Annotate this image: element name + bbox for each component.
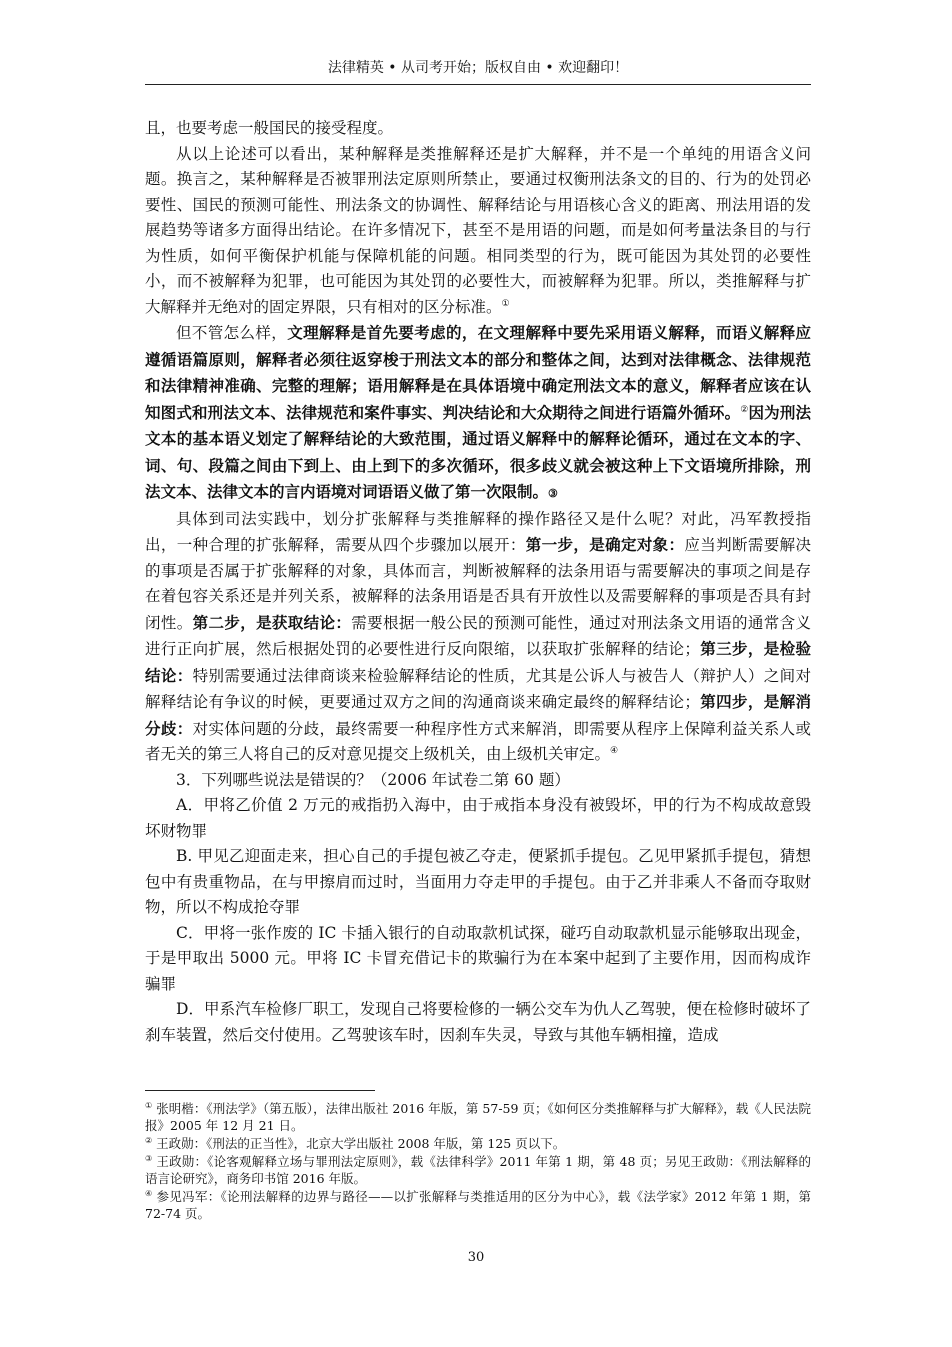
- footnote-ref[interactable]: ②: [740, 404, 749, 415]
- bold-text: 因为刑法文本的基本语义划定了解释结论的大致范围，通过语义解释中的解释论循环，通过在文本的字、词、句、段篇之间由下到上、由上到下的多次循环，很多歧义就会被这种上下文语境所排除，刑法文本、法律文本的言内语境对词语语义做了第一次限制。: [145, 402, 811, 501]
- paragraph: [145, 507, 811, 768]
- footnote-ref[interactable]: ③: [548, 487, 558, 500]
- footnote-mark: ③: [145, 1153, 153, 1163]
- footnote-text: 王政勋：《刑法的正当性》，北京大学出版社 2008 年版，第 125 页以下。: [156, 1136, 566, 1151]
- paragraph-text: 应当判断需要解决的事项是否属于扩张解释的对象，具体而言，判断被解释的法条用语与需要解决的事项之间是存在着包容关系还是并列关系，被解释的法条用语是否具有开放性以及需要解释的事项是否具有封闭性。: [145, 536, 811, 632]
- footnote-ref[interactable]: ④: [610, 745, 619, 756]
- paragraph-text: 特别需要通过法律商谈来检验解释结论的性质，尤其是公诉人与被告人（辩护人）之间对解释结论有争议的时候，更要通过双方之间的沟通商谈来确定最终的解释结论；: [145, 666, 811, 711]
- footnotes: [145, 1100, 811, 1223]
- footnote: [145, 1135, 811, 1152]
- footnote: [145, 1153, 811, 1187]
- paragraph-text: 需要根据一般公民的预测可能性，通过对刑法条文用语的通常含义进行正向扩展，然后根据处罚的必要性进行反向限缩，以获取扩张解释的结论；: [145, 613, 811, 658]
- footnote-divider: [145, 1090, 375, 1091]
- paragraph-text: 但不管怎么样，: [176, 324, 288, 342]
- footnote-text: 张明楷：《刑法学》（第五版），法律出版社 2016 年版，第 57-59 页；《如何区分类推解释与扩大解释》，载《人民法院报》2005 年 12 月 21 日。: [145, 1101, 811, 1133]
- option-d: D．甲系汽车检修厂职工，发现自己将要检修的一辆公交车为仇人乙驾驶，便在检修时破坏了刹车装置，然后交付使用。乙驾驶该车时，因刹车失灵，导致与其他车辆相撞，造成: [145, 1000, 811, 1044]
- footnote: [145, 1100, 811, 1134]
- paragraph-text: 对实体问题的分歧，最终需要一种程序性方式来解消，即需要从程序上保障利益关系人或者无关的第三人将自己的反对意见提交上级机关，由上级机关审定。: [145, 719, 811, 763]
- step-label: 第二步，是获取结论：: [192, 612, 352, 632]
- footnote-mark: ①: [145, 1100, 153, 1110]
- footnote-text: 王政勋：《论客观解释立场与罪刑法定原则》，载《法律科学》2011 年第 1 期，第 48 页；另见王政勋：《刑法解释的语言论研究》，商务印书馆 2016 年版。: [145, 1154, 811, 1186]
- page-header: 法律精英 • 从司考开始；版权自由 • 欢迎翻印！: [145, 58, 811, 85]
- step-label: 第三步，是检验结论：: [145, 639, 811, 685]
- option-b: B. 甲见乙迎面走来，担心自己的手提包被乙夺走，便紧抓手提包。乙见甲紧抓手提包，猜想包中有贵重物品，在与甲擦肩而过时，当面用力夺走甲的手提包。由于乙并非乘人不备而夺取财物，所以不构成抢夺罪: [145, 847, 811, 916]
- footnote: [145, 1188, 811, 1222]
- page-number: 30: [467, 1250, 485, 1265]
- step-label: 第四步，是解消分歧：: [145, 692, 811, 738]
- step-label: 第一步，是确定对象：: [525, 535, 685, 554]
- paragraph-text: 具体到司法实践中，划分扩张解释与类推解释的操作路径又是什么呢？对此，冯军教授指出，一种合理的扩张解释，需要从四个步骤加以展开：: [145, 509, 811, 554]
- footnote-mark: ②: [145, 1135, 153, 1145]
- paragraph: 且，也要考虑一般国民的接受程度。: [145, 119, 394, 137]
- option-c: C．甲将一张作废的 IC 卡插入银行的自动取款机试探，碰巧自动取款机显示能够取出现金，于是甲取出 5000 元。甲将 IC 卡冒充借记卡的欺骗行为在本案中起到了主要作用，因而构成诈骗罪: [145, 923, 811, 993]
- bold-text: 文理解释是首先要考虑的，在文理解释中要先采用语义解释，而语义解释应遵循语篇原则，解释者必须往返穿梭于刑法文本的部分和整体之间，达到对法律概念、法律规范和法律精神准确、完整的理解；语用解释是在具体语境中确定刑法文本的意义，解释者应该在认知图式和刑法文本、法律规范和案件事实、判决结论和大众期待之间进行语篇外循环。: [145, 323, 811, 422]
- footnote-mark: ④: [145, 1188, 153, 1198]
- paragraph: [145, 320, 811, 507]
- question-stem: 3．下列哪些说法是错误的？（2006 年试卷二第 60 题）: [176, 770, 570, 789]
- paragraph: [145, 142, 811, 321]
- footnote-ref[interactable]: ①: [501, 298, 510, 309]
- footnote-text: 参见冯军：《论刑法解释的边界与路径——以扩张解释与类推适用的区分为中心》，载《法学家》2012 年第 1 期，第 72-74 页。: [145, 1189, 812, 1221]
- option-a: A．甲将乙价值 2 万元的戒指扔入海中，由于戒指本身没有被毁坏，甲的行为不构成故意毁坏财物罪: [145, 796, 811, 840]
- main-text: [145, 116, 811, 1048]
- paragraph-text: 从以上论述可以看出，某种解释是类推解释还是扩大解释，并不是一个单纯的用语含义问题。换言之，某种解释是否被罪刑法定原则所禁止，要通过权衡刑法条文的目的、行为的处罚必要性、国民的预测可能性、刑法条文的协调性、解释结论与用语核心含义的距离、刑法用语的发展趋势等诸多方面得出结论。在许多情况下，甚至不是用语的问题，而是如何考量法条目的与行为性质，如何平衡保护机能与保障机能的问题。相同类型的行为，既可能因为其处罚的必要性小，而不被解释为犯罪，也可能因为其处罚的必要性大，而被解释为犯罪。所以，类推解释与扩大解释并无绝对的固定界限，只有相对的区分标准。: [145, 144, 811, 316]
